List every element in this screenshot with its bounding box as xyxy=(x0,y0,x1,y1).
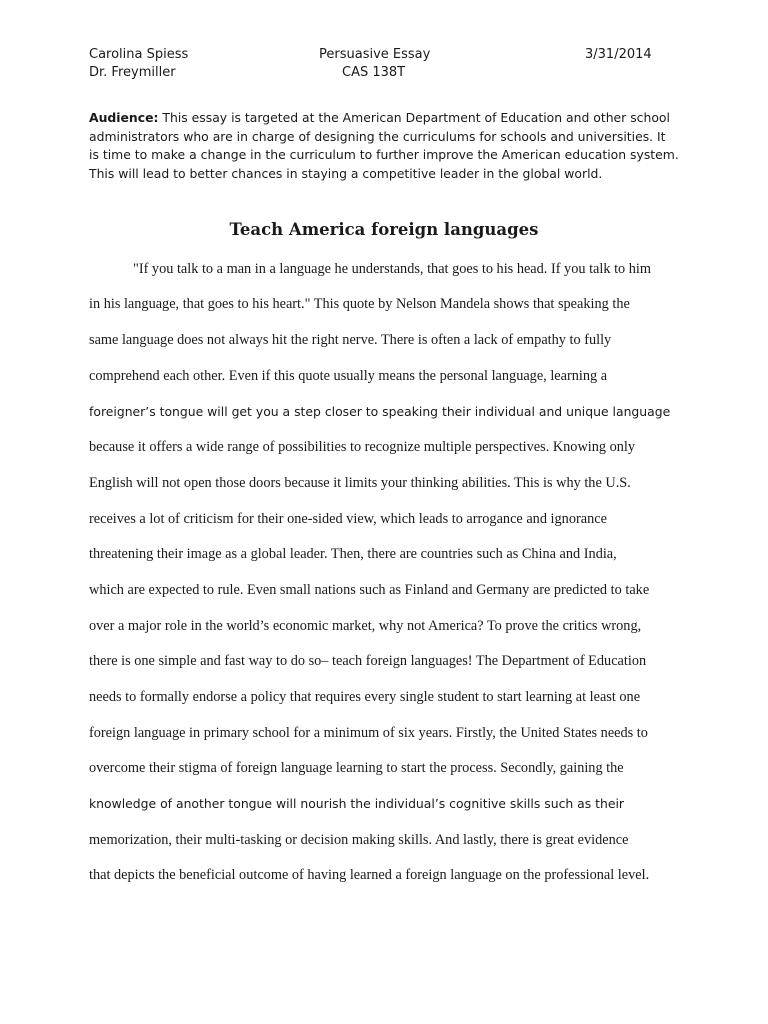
header-author: Carolina Spiess xyxy=(89,47,189,62)
body-line: same language does not always hit the right nerve. There is often a lack of empathy to fully xyxy=(89,332,612,348)
header-instructor: Dr. Freymiller xyxy=(89,65,176,80)
body-line: that depicts the beneficial outcome of having learned a foreign language on the professional level. xyxy=(89,867,650,883)
audience-paragraph xyxy=(89,109,679,183)
audience-label: Audience: xyxy=(89,110,159,125)
body-line: comprehend each other. Even if this quote usually means the personal language, learning a xyxy=(89,368,608,384)
body-line: needs to formally endorse a policy that requires every single student to start learning at least one xyxy=(89,689,641,705)
body-line: because it offers a wide range of possibilities to recognize multiple perspectives. Knowing only xyxy=(89,439,636,455)
audience-text: This essay is targeted at the American Department of Education and other school administrators who are in charge of designing the curriculums for schools and universities. It is time to make a change in the curriculum to further improve the American education system. This will lead to better chances in staying a competitive leader in the global world. xyxy=(89,110,679,181)
essay-title: Teach America foreign languages xyxy=(229,220,539,239)
body-line: there is one simple and fast way to do so– teach foreign languages! The Department of Education xyxy=(89,653,647,669)
body-line: which are expected to rule. Even small nations such as Finland and Germany are predicted to take xyxy=(89,582,650,598)
body-line: in his language, that goes to his heart." This quote by Nelson Mandela shows that speaking the xyxy=(89,296,630,312)
body-line: English will not open those doors because it limits your thinking abilities. This is why the U.S. xyxy=(89,475,631,491)
header-course: CAS 138T xyxy=(342,65,406,80)
header-date: 3/31/2014 xyxy=(585,47,652,62)
body-line: threatening their image as a global leader. Then, there are countries such as China and India, xyxy=(89,546,617,562)
body-line: over a major role in the world’s economic market, why not America? To prove the critics wrong, xyxy=(89,618,642,634)
body-line: memorization, their multi-tasking or decision making skills. And lastly, there is great evidence xyxy=(89,832,629,848)
body-line: foreigner’s tongue will get you a step closer to speaking their individual and unique language xyxy=(89,404,671,419)
body-line: overcome their stigma of foreign language learning to start the process. Secondly, gaining the xyxy=(89,760,624,776)
body-line: foreign language in primary school for a minimum of six years. Firstly, the United States needs to xyxy=(89,725,648,741)
body-line: knowledge of another tongue will nourish the individual’s cognitive skills such as their xyxy=(89,796,625,811)
body-line: receives a lot of criticism for their one-sided view, which leads to arrogance and ignorance xyxy=(89,511,607,527)
header-doc-type: Persuasive Essay xyxy=(319,47,431,62)
body-line: "If you talk to a man in a language he understands, that goes to his head. If you talk to him xyxy=(133,261,652,277)
